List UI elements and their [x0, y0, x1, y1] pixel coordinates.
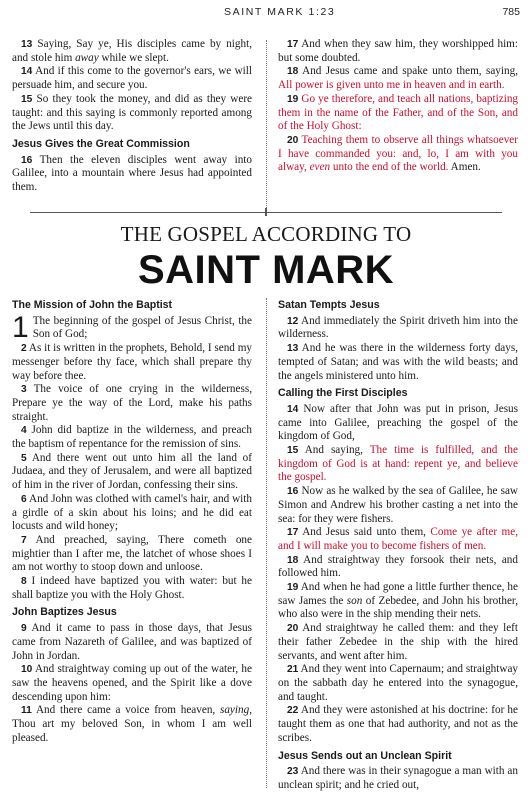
verse-text: Now as he walked by the sea of Galilee, he saw Simon and Andrew his brother casting a net into the sea: for they were fishers.: [278, 485, 518, 525]
verse: [12, 663, 252, 704]
verse: [278, 65, 518, 92]
words-of-jesus: The time is fulfilled, and the kingdom of God is at hand: repent ye, and believe the gospel.: [278, 444, 518, 484]
verse-number: 13: [21, 39, 33, 50]
verse-number: 11: [21, 705, 32, 717]
verse-number: 9: [21, 623, 27, 635]
verse-number: 13: [287, 343, 299, 355]
verse-number: 23: [287, 766, 299, 778]
verse-text: And it came to pass in those days, that Jesus came from Nazareth of Galilee, and was baptized of John in Jordan.: [12, 622, 252, 662]
separator-tick: [265, 208, 267, 216]
verse-number: 16: [287, 486, 299, 498]
verse-text: son: [346, 594, 363, 607]
verse-text: Saying, Say ye, His disciples came by night, and stole him: [12, 38, 252, 64]
verse-text: And Jesus came and spake unto them, saying,: [302, 65, 518, 78]
verse: [278, 444, 518, 485]
matthew-end-column-right: [278, 38, 518, 175]
verse-number: 19: [287, 93, 299, 105]
verse-text: of Zebedee, and John his brother, who also were in the ship mending their nets.: [278, 594, 518, 621]
verse-text: So they took the money, and did as they were taught: and this saying is commonly reported among the Jews until this day.: [12, 92, 253, 133]
verse: [12, 154, 252, 195]
verse-text: And there came a voice from heaven,: [35, 704, 220, 717]
verse-text: And preached, saying, There cometh one mightier than I after me, the latchet of whose shoes I am not worthy to stoop down and unloose.: [12, 533, 252, 574]
verse-number: 4: [21, 425, 27, 437]
verse-text: I indeed have baptized you with water: but he shall baptize you with the Holy Ghost.: [12, 575, 252, 601]
verse-number: 21: [287, 664, 299, 676]
verse-number: 17: [287, 527, 299, 539]
verse-text: And he was there in the wilderness forty days, tempted of Satan; and was with the wild beasts; and the angels ministered unto him.: [278, 342, 518, 382]
verse-text: saying: [219, 704, 250, 717]
verse-text: And there went out unto him all the land of Judaea, and they of Jerusalem, and were all baptized of him in the river of Jordan, confessing their sins.: [12, 451, 252, 492]
verse: [278, 581, 518, 622]
verse-text: And straightway coming up out of the water, he saw the heavens opened, and the Spirit like a dove descending upon him:: [12, 663, 252, 703]
verse: [278, 485, 518, 526]
chapter-number: 1: [12, 310, 29, 344]
verse-text: And they went into Capernaum; and straightway on the sabbath day he entered into the synagogue, and taught.: [278, 663, 519, 703]
verse: [278, 554, 518, 581]
verse: [278, 622, 518, 663]
verse-text: John did baptize in the wilderness, and preach the baptism of repentance for the remission of sins.: [12, 424, 252, 451]
verse-number: 6: [21, 493, 27, 505]
verse: [12, 342, 252, 383]
book-title: SAINT MARK: [137, 248, 395, 292]
verse-text: And they were astonished at his doctrine: for he taught them as one that had authority, and not as the scribes.: [278, 704, 518, 744]
verse-text: And there was in their synagogue a man with an unclean spirit; and he cried out,: [278, 765, 518, 791]
verse-number: 14: [21, 66, 33, 78]
section-heading: Satan Tempts Jesus: [278, 299, 380, 311]
verse-text: And John was clothed with camel's hair, and with a girdle of a skin about his loins; and he did eat locusts and wild honey;: [12, 492, 252, 533]
verse: [278, 403, 518, 444]
verse: [278, 134, 518, 175]
verse: [278, 38, 518, 65]
verse: [278, 315, 518, 342]
verse-number: 10: [21, 664, 33, 676]
verse-number: 3: [21, 384, 27, 396]
column-divider-bottom: [266, 298, 267, 788]
verse-text: As it is written in the prophets, Behold, I send my messenger before thy face, which shall prepare thy way before thee.: [12, 342, 252, 382]
verse: [278, 342, 518, 383]
verse: [12, 704, 252, 745]
section-heading: Jesus Gives the Great Commission: [12, 137, 190, 150]
verse-number: 15: [287, 445, 299, 457]
words-of-jesus: All power is given unto me in heaven and in earth.: [278, 79, 505, 92]
verse-number: 16: [21, 154, 33, 166]
words-of-jesus: Go ye therefore, and teach all nations, baptizing them in the name of the Father, and of the Son, and of the Holy Ghost:: [278, 92, 519, 133]
mark-column-right: [278, 295, 518, 793]
verse: [12, 493, 252, 534]
verse-number: 8: [21, 576, 27, 588]
running-head-title: SAINT MARK 1:23: [224, 6, 336, 18]
verse-number: 20: [287, 623, 299, 635]
section-heading: John Baptizes Jesus: [12, 606, 117, 619]
verse-text: And if this come to the governor's ears, we will persuade him, and secure you.: [12, 65, 253, 92]
section-heading: Calling the First Disciples: [278, 387, 408, 400]
words-of-jesus: Teaching them to observe all things whatsoever I have commanded you: and, lo, I am with you alway,: [278, 133, 518, 174]
column-divider-top: [266, 40, 267, 208]
words-of-jesus: Come ye after me, and I will make you to become fishers of men.: [278, 526, 518, 552]
verse-text: And when they saw him, they worshipped him: but some doubted.: [278, 38, 518, 64]
verse: [278, 93, 518, 134]
verse: [12, 452, 252, 493]
verse-text: And straightway he called them: and they left their father Zebedee in the ship with the hired servants, and went after him.: [278, 622, 518, 662]
verse-number: 18: [287, 554, 299, 566]
verse: [12, 575, 252, 602]
verse-text: The beginning of the gospel of Jesus Christ, the Son of God;: [32, 314, 252, 341]
verse-number: 19: [287, 582, 299, 594]
matthew-end-column-left: [12, 38, 252, 195]
verse: [278, 663, 518, 704]
verse-number: 15: [21, 93, 33, 105]
verse: [12, 622, 252, 663]
verse: [12, 93, 252, 134]
verse-number: 14: [287, 403, 299, 415]
verse: [278, 526, 518, 553]
verse: [12, 534, 252, 575]
verse-number: 12: [287, 315, 299, 327]
section-heading: The Mission of John the Baptist: [12, 299, 173, 311]
verse-text: Now after that John was put in prison, Jesus came into Galilee, preaching the gospel of the kingdom of God,: [278, 402, 518, 443]
verse-text: Amen.: [448, 161, 481, 174]
verse-text: And when he had gone a little further thence, he saw James the: [278, 581, 518, 607]
verse-number: 17: [287, 39, 299, 50]
verse: [278, 765, 518, 792]
chapter-opening-verse: [12, 310, 252, 344]
verse-number: 2: [21, 343, 27, 355]
verse-number: 18: [287, 66, 299, 78]
words-of-jesus: unto the end of the world.: [330, 161, 449, 174]
verse-text: And immediately the Spirit driveth him into the wilderness.: [278, 314, 518, 341]
verse-text: away: [75, 51, 99, 64]
verse: [278, 704, 518, 745]
verse-number: 20: [287, 134, 299, 146]
verse-number: 5: [21, 452, 27, 464]
verse: [12, 38, 252, 65]
verse: [12, 424, 252, 451]
running-head: [0, 6, 532, 22]
verse-text: And straightway they forsook their nets, and followed him.: [278, 553, 518, 580]
verse-text: And Jesus said unto them,: [302, 526, 431, 539]
verse: [12, 383, 252, 424]
verse-text: , Thou art my beloved Son, in whom I am well pleased.: [12, 704, 252, 744]
words-of-jesus: even: [309, 161, 331, 174]
book-overline: THE GOSPEL ACCORDING TO: [120, 222, 412, 246]
verse-text: The voice of one crying in the wilderness, Prepare ye the way of the Lord, make his paths straight.: [12, 383, 252, 423]
verse-text: And saying,: [304, 444, 370, 457]
verse-text: while we slept.: [98, 51, 169, 64]
verse-number: 22: [287, 705, 299, 717]
verse-text: Then the eleven disciples went away into Galilee, into a mountain where Jesus had appointed them.: [12, 153, 252, 194]
verse: [12, 65, 252, 92]
mark-column-left: [12, 295, 252, 746]
verse-number: 7: [21, 534, 27, 546]
page-number: 785: [502, 6, 520, 18]
section-heading: Jesus Sends out an Unclean Spirit: [278, 749, 452, 762]
